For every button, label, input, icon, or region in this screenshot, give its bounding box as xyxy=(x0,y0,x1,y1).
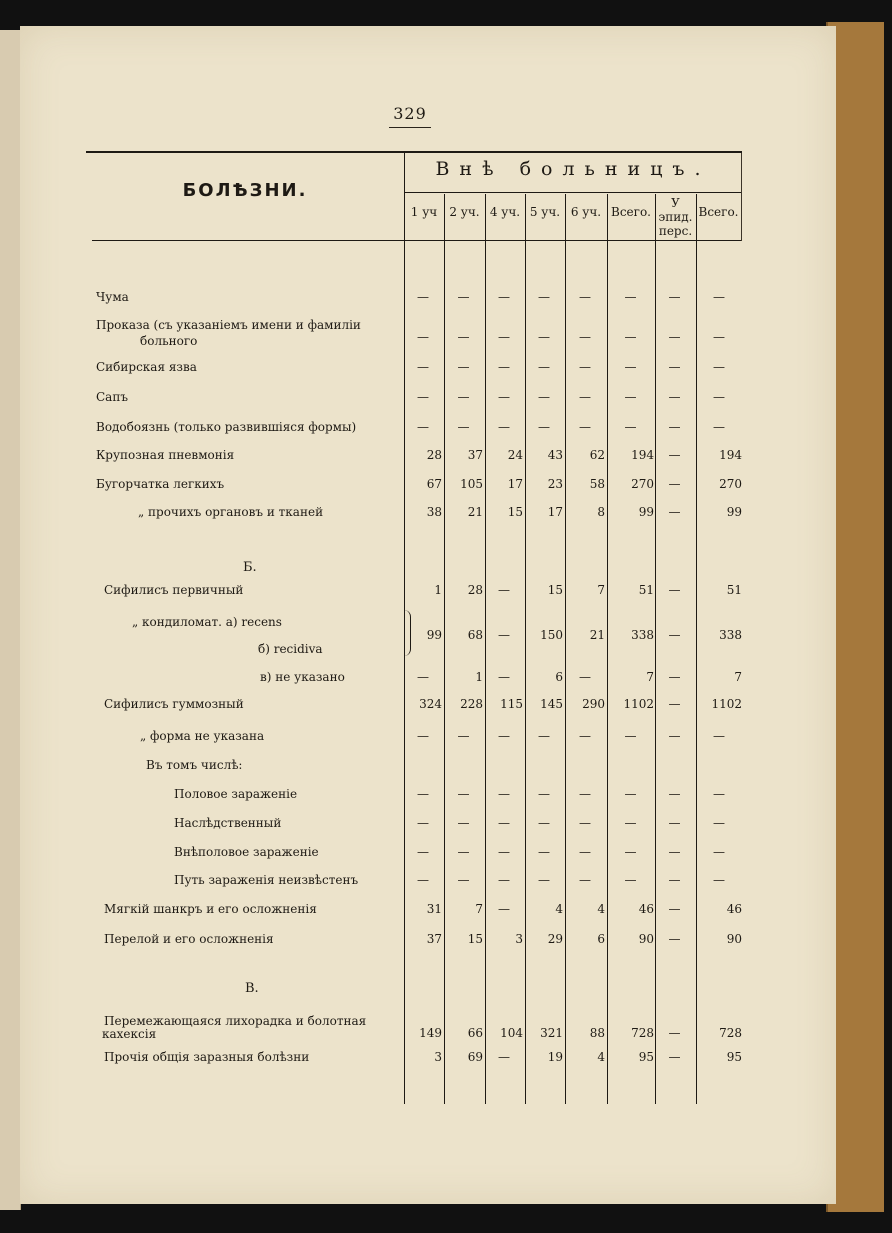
table-cell: 46 xyxy=(726,902,742,916)
page-number-underline xyxy=(389,127,431,128)
table-cell: — xyxy=(498,845,510,859)
table-cell: 1102 xyxy=(711,697,742,711)
table-cell: 4 xyxy=(597,902,605,916)
table-cell: 6 xyxy=(597,932,605,946)
table-cell: — xyxy=(713,845,725,859)
table-cell: 24 xyxy=(507,448,523,462)
table-cell: — xyxy=(668,390,681,404)
row-label: Сифилисъ гуммозный xyxy=(104,697,244,711)
table-cell: — xyxy=(713,360,725,374)
table-cell: — xyxy=(668,729,681,743)
table-cell: 7 xyxy=(597,583,605,597)
table-cell: — xyxy=(538,330,550,344)
table-cell: — xyxy=(713,390,725,404)
table-cell: — xyxy=(498,290,510,304)
table-cell: 150 xyxy=(540,628,563,642)
table-cell: 28 xyxy=(467,583,483,597)
row-label: Перелой и его осложненія xyxy=(104,932,274,946)
table-cell: 19 xyxy=(547,1050,563,1064)
table-cell: — xyxy=(624,290,637,304)
table-header-rule xyxy=(92,240,742,241)
table-cell: — xyxy=(579,845,591,859)
table-cell: — xyxy=(538,290,550,304)
table-cell: 3 xyxy=(434,1050,442,1064)
table-cell: — xyxy=(538,360,550,374)
table-cell: — xyxy=(579,816,591,830)
table-cell: 1102 xyxy=(623,697,654,711)
table-cell: — xyxy=(579,670,591,684)
column-header: 1 уч xyxy=(410,205,438,219)
table-cell: — xyxy=(498,330,510,344)
table-cell: — xyxy=(579,873,591,887)
table-cell: 270 xyxy=(631,477,654,491)
table-cell: 68 xyxy=(467,628,483,642)
section-letter: Б. xyxy=(243,560,257,575)
group-header-rule xyxy=(404,192,742,193)
table-cell: — xyxy=(668,477,681,491)
row-label-continuation: б) recidiva xyxy=(258,642,323,656)
table-cell: — xyxy=(668,697,681,711)
table-cell: 270 xyxy=(719,477,742,491)
table-cell: 99 xyxy=(426,628,442,642)
table-cell: 17 xyxy=(547,505,563,519)
table-cell: — xyxy=(668,873,681,887)
row-label: Бугорчатка легкихъ xyxy=(96,477,225,491)
table-cell: 69 xyxy=(467,1050,483,1064)
row-label: Прочія общія заразныя болѣзни xyxy=(104,1050,310,1064)
table-cell: 28 xyxy=(426,448,442,462)
table-cell: 37 xyxy=(467,448,483,462)
table-cell: 7 xyxy=(734,670,742,684)
table-cell: — xyxy=(624,729,637,743)
table-cell: 90 xyxy=(638,932,654,946)
row-label: Чума xyxy=(96,290,129,304)
table-cell: 17 xyxy=(507,477,523,491)
row-label-continuation: больного xyxy=(140,334,198,348)
table-cell: 21 xyxy=(589,628,605,642)
column-header: 6 уч. xyxy=(570,205,602,219)
table-cell: 67 xyxy=(426,477,442,491)
group-title: Внѣ больницъ. xyxy=(435,158,711,180)
table-cell: 15 xyxy=(467,932,483,946)
table-cell: — xyxy=(457,290,470,304)
table-top-rule xyxy=(86,151,742,153)
row-label: Сифилисъ первичный xyxy=(104,583,244,597)
table-cell: 99 xyxy=(726,505,742,519)
row-label: „ форма не указана xyxy=(140,729,265,743)
table-cell: 1 xyxy=(475,670,483,684)
table-cell: — xyxy=(417,729,429,743)
table-cell: 15 xyxy=(507,505,523,519)
table-cell: — xyxy=(457,420,470,434)
table-cell: — xyxy=(668,583,681,597)
table-cell: — xyxy=(457,729,470,743)
table-cell: — xyxy=(538,390,550,404)
table-cell: — xyxy=(498,390,510,404)
column-header: 5 уч. xyxy=(529,205,561,219)
table-cell: — xyxy=(498,628,510,642)
table-cell: — xyxy=(498,670,510,684)
table-cell: — xyxy=(579,330,591,344)
table-cell: — xyxy=(417,670,429,684)
table-cell: 95 xyxy=(638,1050,654,1064)
row-label: Мягкій шанкръ и его осложненія xyxy=(104,902,317,916)
table-cell: — xyxy=(713,729,725,743)
table-cell: — xyxy=(668,932,681,946)
table-cell: 29 xyxy=(547,932,563,946)
table-cell: — xyxy=(624,330,637,344)
section-letter: В. xyxy=(245,981,259,996)
table-cell: — xyxy=(713,787,725,801)
table-cell: 105 xyxy=(460,477,483,491)
column-header: У эпид. перс. xyxy=(658,196,693,238)
row-label-continuation: кахексія xyxy=(102,1027,157,1041)
table-cell: — xyxy=(579,787,591,801)
table-cell: 728 xyxy=(631,1026,654,1040)
table-cell: — xyxy=(457,330,470,344)
table-cell: 324 xyxy=(419,697,442,711)
table-cell: — xyxy=(417,816,429,830)
table-cell: — xyxy=(668,816,681,830)
row-label: Крупозная пневмонія xyxy=(96,448,235,462)
table-cell: — xyxy=(457,787,470,801)
table-cell: — xyxy=(713,873,725,887)
table-cell: 95 xyxy=(726,1050,742,1064)
table-cell: — xyxy=(624,360,637,374)
column-header: Всего. xyxy=(698,205,739,219)
table-cell: — xyxy=(668,902,681,916)
table-cell: — xyxy=(668,1026,681,1040)
table-cell: 3 xyxy=(515,932,523,946)
table-cell: 104 xyxy=(500,1026,523,1040)
row-label: Сапъ xyxy=(96,390,128,404)
table-cell: — xyxy=(579,360,591,374)
table-cell: 338 xyxy=(719,628,742,642)
table-cell: — xyxy=(668,670,681,684)
column-header: 2 уч. xyxy=(449,205,480,219)
table-cell: — xyxy=(624,420,637,434)
table-cell: 728 xyxy=(719,1026,742,1040)
table-cell: — xyxy=(624,390,637,404)
table-cell: — xyxy=(498,1050,510,1064)
table-cell: 145 xyxy=(540,697,563,711)
table-cell: — xyxy=(498,583,510,597)
table-cell: — xyxy=(579,290,591,304)
table-cell: — xyxy=(668,360,681,374)
table-cell: 99 xyxy=(638,505,654,519)
table-cell: — xyxy=(417,845,429,859)
row-label: Перемежающаяся лихорадка и болотная xyxy=(104,1014,367,1028)
table-cell: — xyxy=(713,330,725,344)
table-cell: — xyxy=(417,420,429,434)
table-cell: — xyxy=(457,873,470,887)
table-cell: — xyxy=(457,845,470,859)
table-cell: — xyxy=(668,330,681,344)
table-cell: 46 xyxy=(638,902,654,916)
table-cell: — xyxy=(668,845,681,859)
table-cell: 23 xyxy=(547,477,563,491)
row-label: Половое зараженіе xyxy=(174,787,298,801)
table-title: БОЛѢЗНИ. xyxy=(182,180,308,201)
row-label: Водобоязнь (только развившіяся формы) xyxy=(96,420,357,434)
table-cell: — xyxy=(417,390,429,404)
table-cell: 62 xyxy=(589,448,605,462)
table-cell: — xyxy=(668,448,681,462)
row-label: Проказа (съ указаніемъ имени и фамиліи xyxy=(96,318,361,332)
table-cell: — xyxy=(498,787,510,801)
table-cell: 51 xyxy=(638,583,654,597)
table-cell: 149 xyxy=(419,1026,442,1040)
table-cell: 8 xyxy=(597,505,605,519)
table-cell: — xyxy=(713,420,725,434)
table-cell: — xyxy=(668,787,681,801)
table-cell: — xyxy=(538,873,550,887)
table-cell: — xyxy=(417,873,429,887)
book-spine-left xyxy=(0,30,21,1210)
table-cell: — xyxy=(498,360,510,374)
table-cell: 43 xyxy=(547,448,563,462)
table-cell: 115 xyxy=(500,697,523,711)
table-cell: — xyxy=(624,873,637,887)
table-cell: — xyxy=(498,729,510,743)
table-cell: 21 xyxy=(467,505,483,519)
table-cell: — xyxy=(417,330,429,344)
table-cell: — xyxy=(624,816,637,830)
table-cell: 338 xyxy=(631,628,654,642)
table-cell: — xyxy=(624,787,637,801)
table-cell: 290 xyxy=(582,697,605,711)
table-cell: — xyxy=(668,628,681,642)
table-cell: — xyxy=(417,290,429,304)
row-label: Внѣполовое зараженіе xyxy=(174,845,319,859)
table-cell: 7 xyxy=(646,670,654,684)
table-cell: 66 xyxy=(467,1026,483,1040)
table-cell: — xyxy=(538,816,550,830)
table-cell: — xyxy=(457,390,470,404)
table-cell: — xyxy=(538,420,550,434)
table-cell: 38 xyxy=(426,505,442,519)
table-cell: — xyxy=(498,816,510,830)
row-label: „ кондиломат. а) recens xyxy=(132,615,282,629)
table-cell: 90 xyxy=(726,932,742,946)
table-cell: 194 xyxy=(719,448,742,462)
column-header: Всего. xyxy=(611,205,651,219)
table-cell: — xyxy=(538,845,550,859)
row-label: Наслѣдственный xyxy=(174,816,282,830)
table-cell: — xyxy=(457,360,470,374)
table-cell: — xyxy=(538,729,550,743)
table-cell: — xyxy=(668,420,681,434)
table-cell: 194 xyxy=(631,448,654,462)
row-label: „ прочихъ органовъ и тканей xyxy=(138,505,324,519)
table-cell: 6 xyxy=(555,670,563,684)
table-cell: — xyxy=(538,787,550,801)
table-cell: 4 xyxy=(597,1050,605,1064)
table-cell: — xyxy=(713,816,725,830)
table-cell: 58 xyxy=(589,477,605,491)
table-cell: 4 xyxy=(555,902,563,916)
table-cell: — xyxy=(668,505,681,519)
table-cell: — xyxy=(713,290,725,304)
row-label: в) не указано xyxy=(260,670,345,684)
table-cell: 37 xyxy=(426,932,442,946)
table-cell: 15 xyxy=(547,583,563,597)
column-header: 4 уч. xyxy=(489,205,521,219)
row-label: Въ томъ числѣ: xyxy=(146,758,243,772)
table-cell: — xyxy=(579,729,591,743)
row-label: Сибирская язва xyxy=(96,360,197,374)
table-cell: — xyxy=(498,902,510,916)
page-number: 329 xyxy=(393,104,427,123)
table-cell: — xyxy=(457,816,470,830)
table-cell: 228 xyxy=(460,697,483,711)
table-cell: — xyxy=(579,420,591,434)
table-cell: — xyxy=(417,787,429,801)
table-cell: 321 xyxy=(540,1026,563,1040)
table-cell: — xyxy=(498,873,510,887)
table-cell: — xyxy=(498,420,510,434)
table-cell: — xyxy=(668,290,681,304)
table-cell: 1 xyxy=(434,583,442,597)
table-cell: 7 xyxy=(475,902,483,916)
table-cell: — xyxy=(624,845,637,859)
table-cell: — xyxy=(417,360,429,374)
table-cell: 51 xyxy=(726,583,742,597)
table-cell: — xyxy=(668,1050,681,1064)
table-cell: — xyxy=(579,390,591,404)
table-cell: 88 xyxy=(589,1026,605,1040)
table-cell: 31 xyxy=(426,902,442,916)
row-label: Путь зараженія неизвѣстенъ xyxy=(174,873,359,887)
